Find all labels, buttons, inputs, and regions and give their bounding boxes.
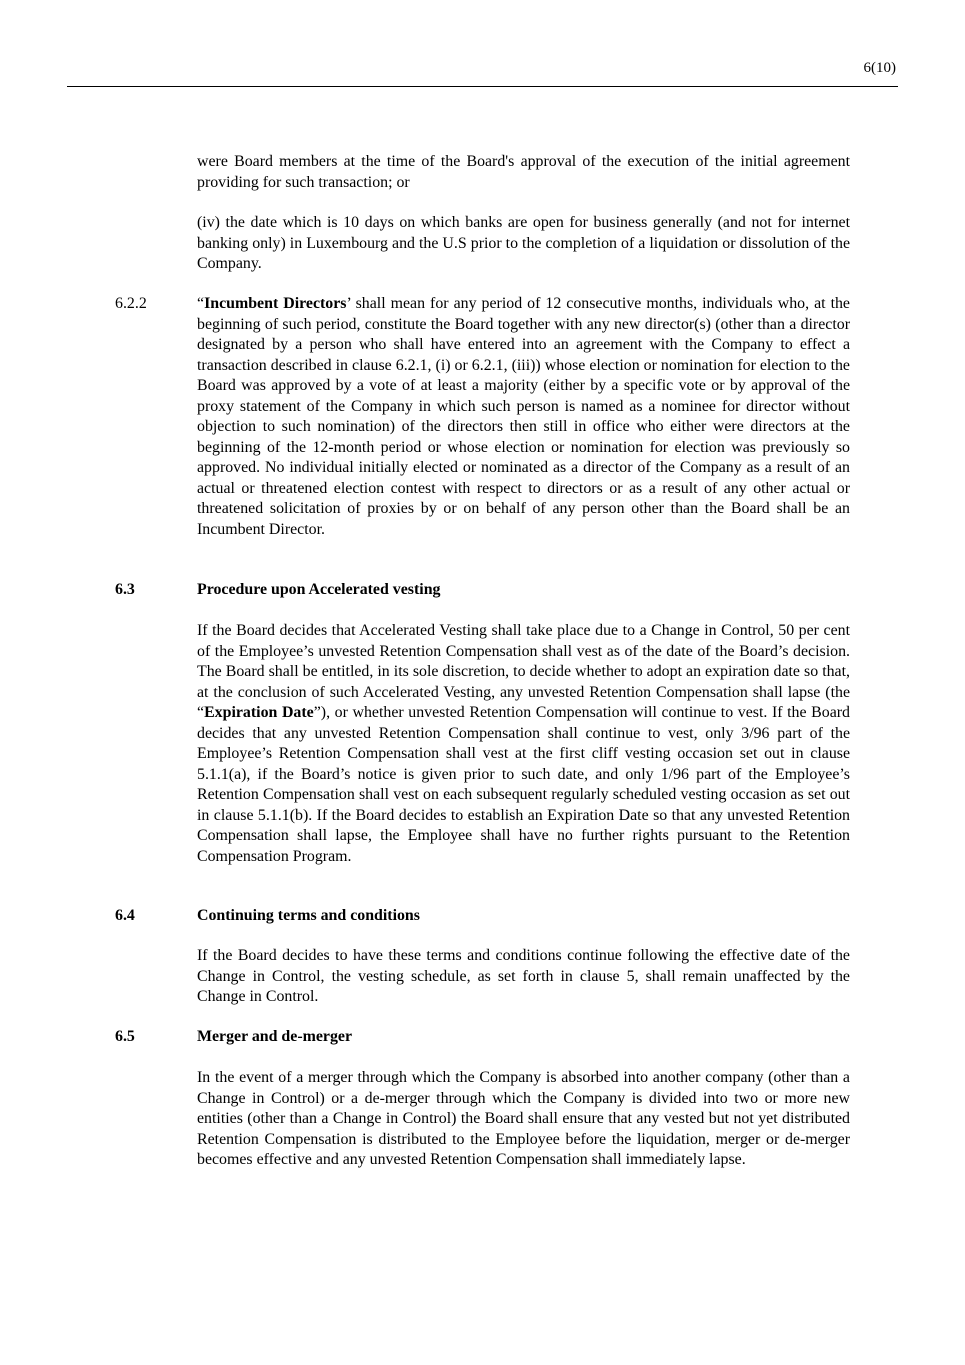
clause-6-2-2-text [197, 294, 850, 540]
item-iv-paragraph: (iv) the date which is 10 days on which banks are open for business generally (and not for internet banking only) in Luxembourg and the U.S prior to the completion of a liquidation or dissolution of the Company. [197, 214, 850, 272]
section-number-6-4: 6.4 [115, 907, 135, 924]
defined-term-expiration-date: Expiration Date [204, 704, 314, 721]
section-6-4-text: If the Board decides to have these terms and conditions continue following the effective date of the Change in Control, the vesting schedule, as set forth in clause 5, shall remain unaffected by the Change in Control. [197, 947, 850, 1005]
section-heading-6-3: Procedure upon Accelerated vesting [197, 581, 441, 598]
clause-number-6-2-2: 6.2.2 [115, 295, 147, 312]
header-rule [67, 86, 898, 87]
section-6-3-text-after: ”), or whether unvested Retention Compensation will continue to vest. If the Board decides that any unvested Retention Compensation shall continue to vest, only 3/96 part of the Employee’s Retention Compensation shall vest at the first cliff vesting occasion set out in clause 5.1.1(a), if the Board’s notice is given prior to such date, and only 1/96 part of the Employee’s Retention Compensation shall vest on each subsequent regularly scheduled vesting occasion as set out in clause 5.1.1(b). If the Board decides to establish an Expiration Date so that any unvested Retention Compensation shall lapse, the Employee shall have no further rights pursuant to the Retention Compensation Program. [197, 704, 850, 865]
defined-term-incumbent-directors: Incumbent Directors [204, 295, 347, 312]
page-number: 6(10) [863, 60, 896, 76]
clause-6-2-2-body: ’ shall mean for any period of 12 consecutive months, individuals who, at the beginning of such period, constitute the Board together with any new director(s) (other than a director designated by a person who shall have entered into an agreement with the Company to effect a transaction described in clause 6.2.1, (i) or 6.2.1, (iii)) whose election or nomination for election to the Board was approved by a vote of at least a majority (either by a specific vote or by approval of the proxy statement of the Company in which such person is named as a nominee for director without objection to such nomination) of the directors then still in office who either were directors at the beginning of the 12-month period or whose election or nomination for election was previously so approved. No individual initially elected or nominated as a director of the Company as a result of an actual or threatened election contest with respect to directors or as a result of any other actual or threatened solicitation of proxies by or on behalf of any person other than the Board shall be an Incumbent Director. [197, 295, 850, 538]
section-number-6-5: 6.5 [115, 1028, 135, 1045]
open-quote: “ [197, 295, 205, 312]
section-heading-6-4: Continuing terms and conditions [197, 907, 420, 924]
section-6-3-text-before: If the Board decides that Accelerated Vesting shall take place due to a Change in Control, 50 per cent of the Employee’s unvested Retention Compensation shall vest as of the date of the Board’s decision. The Board shall be entitled, in its sole discretion, to decide whether to adopt an expiration date so that, at the conclusion of such Accelerated Vesting, any unvested Retention Compensation shall lapse (the “ [197, 622, 850, 721]
section-number-6-3: 6.3 [115, 581, 135, 598]
section-6-3-text [197, 621, 850, 867]
section-heading-6-5: Merger and de-merger [197, 1028, 353, 1045]
section-6-5-text: In the event of a merger through which the Company is absorbed into another company (other than a Change in Control) or a de-merger through which the Company is divided into two or more new entities (other than a Change in Control) the Board shall ensure that any vested but not yet distributed Retention Compensation is distributed to the Employee before the liquidation, merger or de-merger becomes effective and any unvested Retention Compensation shall immediately lapse. [197, 1069, 850, 1168]
continuation-paragraph: were Board members at the time of the Board's approval of the execution of the initial agreement providing for such transaction; or [197, 153, 850, 191]
